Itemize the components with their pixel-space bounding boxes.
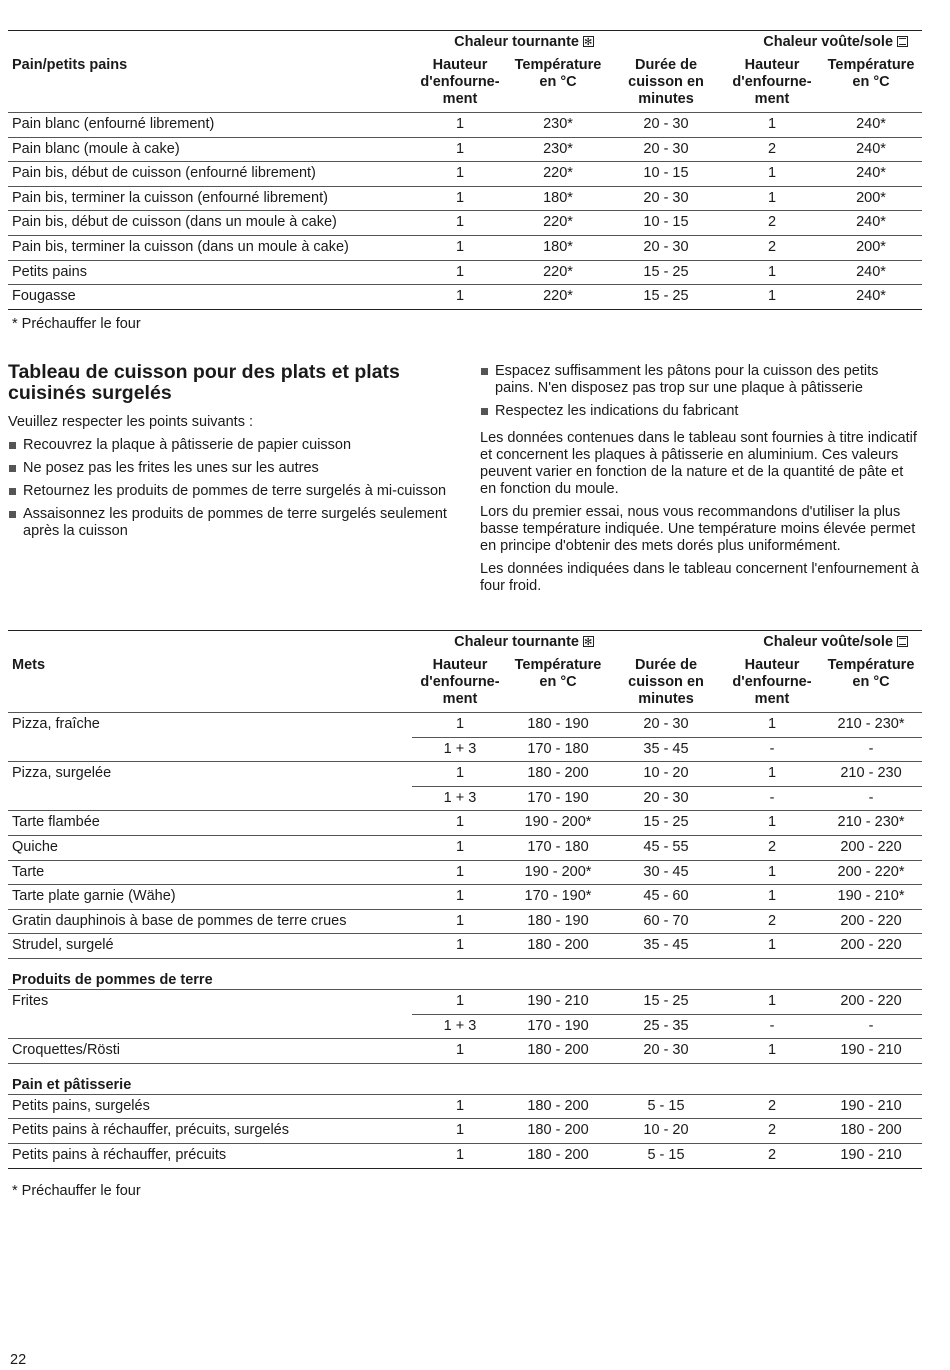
dish-cell: Pain bis, début de cuisson (dans un moule à cake) xyxy=(8,211,412,236)
square-bullet-icon xyxy=(9,442,16,449)
value-cell: 190 - 210 xyxy=(820,1143,922,1168)
value-cell: 1 xyxy=(412,186,508,211)
value-cell: 2 xyxy=(724,1119,820,1144)
value-cell: 200 - 220 xyxy=(820,989,922,1014)
value-cell: 200 - 220 xyxy=(820,934,922,959)
bullet-text: Respectez les indications du fabricant xyxy=(495,403,739,419)
dish-cell: Pizza, surgelée xyxy=(12,765,112,782)
value-cell: 1 xyxy=(724,811,820,836)
column-header-shelf-level: Hauteur d'enfourne-ment xyxy=(412,57,508,113)
paragraph: Les données indiquées dans le tableau concernent l'enfournement à four froid. xyxy=(480,561,919,594)
top-bottom-heat-icon xyxy=(897,636,908,647)
value-cell: 1 xyxy=(412,909,508,934)
value-cell: 1 xyxy=(724,885,820,910)
group-heading-row xyxy=(8,958,922,989)
value-cell: 1 xyxy=(724,934,820,959)
value-cell: 20 - 30 xyxy=(608,186,724,211)
paragraph: Lors du premier essai, nous vous recommandons d'utiliser la plus basse température indiquée. Une température moins élevée permet en principe d'obtenir des mets dorés plus uniformément. xyxy=(480,504,916,554)
dish-cell: Strudel, surgelé xyxy=(8,934,412,959)
value-cell: 35 - 45 xyxy=(608,934,724,959)
value-cell: 10 - 20 xyxy=(608,1119,724,1144)
table-row xyxy=(8,1094,922,1119)
value-cell: 1 xyxy=(724,285,820,310)
value-cell: 200* xyxy=(820,235,922,260)
column-header-duration: Durée de cuisson en minutes xyxy=(608,657,724,713)
value-cell: 190 - 200* xyxy=(508,811,608,836)
value-cell: 1 xyxy=(412,162,508,187)
value-cell: 220* xyxy=(508,260,608,285)
value-cell: 1 xyxy=(724,113,820,138)
square-bullet-icon xyxy=(481,408,488,415)
intro-text: Veuillez respecter les points suivants : xyxy=(8,414,254,430)
bullet-item xyxy=(8,506,448,540)
value-cell: 1 xyxy=(412,811,508,836)
value-cell: 2 xyxy=(724,1143,820,1168)
value-cell: 200 - 220 xyxy=(820,835,922,860)
value-cell: 170 - 180 xyxy=(508,835,608,860)
bullet-list xyxy=(8,437,448,540)
column-header-shelf-level: Hauteur d'enfourne-ment xyxy=(724,57,820,113)
value-cell: 190 - 210* xyxy=(820,885,922,910)
info-paragraphs xyxy=(480,430,920,595)
value-cell: - xyxy=(724,737,820,762)
value-cell: - xyxy=(724,786,820,811)
left-column xyxy=(8,414,448,546)
bullet-text: Ne posez pas les frites les unes sur les autres xyxy=(23,460,319,476)
value-cell: 210 - 230* xyxy=(820,811,922,836)
table-row xyxy=(8,737,922,762)
table-row xyxy=(8,762,922,787)
dish-cell: Tarte flambée xyxy=(8,811,412,836)
square-bullet-icon xyxy=(9,465,16,472)
bullet-list xyxy=(480,363,920,420)
value-cell: 1 xyxy=(724,989,820,1014)
value-cell: 1 xyxy=(412,1094,508,1119)
value-cell: 230* xyxy=(508,113,608,138)
bullet-text: Recouvrez la plaque à pâtisserie de papier cuisson xyxy=(23,437,352,453)
value-cell: 200 - 220* xyxy=(820,860,922,885)
table-row xyxy=(8,211,922,236)
value-cell: 170 - 190 xyxy=(508,1014,608,1039)
dish-cell: Petits pains, surgelés xyxy=(8,1094,412,1119)
bullet-item xyxy=(8,483,448,500)
value-cell: - xyxy=(820,737,922,762)
value-cell: 1 xyxy=(412,137,508,162)
value-cell: 240* xyxy=(820,137,922,162)
value-cell: 1 xyxy=(412,713,508,738)
group-heading: Produits de pommes de terre xyxy=(8,958,922,989)
value-cell: 2 xyxy=(724,235,820,260)
value-cell: 200* xyxy=(820,186,922,211)
value-cell: - xyxy=(820,1014,922,1039)
value-cell: 1 xyxy=(412,934,508,959)
group-heading: Pain et pâtisserie xyxy=(8,1063,922,1094)
value-cell: 1 xyxy=(724,162,820,187)
bullet-item xyxy=(8,460,448,477)
dish-cell: Tarte xyxy=(8,860,412,885)
column-header-dish: Pain/petits pains xyxy=(8,57,412,113)
column-header-temperature: Température en °C xyxy=(508,657,608,713)
value-cell: 1 xyxy=(724,713,820,738)
value-cell: 180 - 200 xyxy=(508,934,608,959)
section-title: Tableau de cuisson pour des plats et plats cuisinés surgelés xyxy=(8,361,400,404)
group-header-topbottom: Chaleur voûte/sole xyxy=(724,631,922,658)
table-row xyxy=(8,835,922,860)
value-cell: 15 - 25 xyxy=(608,285,724,310)
column-header-shelf-level: Hauteur d'enfourne-ment xyxy=(724,657,820,713)
paragraph: Les données contenues dans le tableau sont fournies à titre indicatif et concernent les plaques à pâtisserie en aluminium. Ces valeurs peuvent varier en fonction de la nature et de la quantité de pâte et en fonction du moule. xyxy=(480,430,917,497)
square-bullet-icon xyxy=(481,368,488,375)
footnote: * Préchauffer le four xyxy=(12,1183,141,1199)
dish-cell: Croquettes/Rösti xyxy=(8,1039,412,1064)
dish-cell xyxy=(8,1014,412,1039)
value-cell: 180 - 200 xyxy=(508,762,608,787)
value-cell: 1 xyxy=(412,1039,508,1064)
table-row xyxy=(8,113,922,138)
column-header-temperature: Température en °C xyxy=(820,57,922,113)
table-row xyxy=(8,860,922,885)
bullet-item xyxy=(480,403,920,420)
table-row xyxy=(8,786,922,811)
value-cell: - xyxy=(820,786,922,811)
value-cell: 1 xyxy=(412,211,508,236)
table-row xyxy=(8,1143,922,1168)
dish-cell: Petits pains xyxy=(8,260,412,285)
value-cell: 1 xyxy=(724,860,820,885)
value-cell: 180* xyxy=(508,235,608,260)
bullet-text: Assaisonnez les produits de pommes de terre surgelés seulement après la cuisson xyxy=(23,506,447,539)
group-header-fan: Chaleur tournante✻ xyxy=(412,31,608,58)
table-row xyxy=(8,285,922,310)
value-cell: 20 - 30 xyxy=(608,113,724,138)
value-cell: 45 - 60 xyxy=(608,885,724,910)
frozen-dishes-table xyxy=(8,630,922,1169)
value-cell: 5 - 15 xyxy=(608,1094,724,1119)
dish-cell: Tarte plate garnie (Wähe) xyxy=(8,885,412,910)
value-cell: 1 xyxy=(724,1039,820,1064)
value-cell: 20 - 30 xyxy=(608,786,724,811)
table-row xyxy=(8,909,922,934)
value-cell: 1 xyxy=(412,835,508,860)
table-row xyxy=(8,885,922,910)
value-cell: 1 xyxy=(412,235,508,260)
group-header-fan: Chaleur tournante✻ xyxy=(412,631,608,658)
value-cell: 1 xyxy=(724,762,820,787)
value-cell: 30 - 45 xyxy=(608,860,724,885)
value-cell: 20 - 30 xyxy=(608,713,724,738)
value-cell: 240* xyxy=(820,260,922,285)
value-cell: 180 - 190 xyxy=(508,713,608,738)
fan-heat-icon xyxy=(583,36,594,47)
table-row xyxy=(8,1014,922,1039)
dish-cell: Quiche xyxy=(8,835,412,860)
value-cell: 170 - 190* xyxy=(508,885,608,910)
page-number: 22 xyxy=(10,1352,27,1368)
dish-cell: Frites xyxy=(12,992,49,1009)
dish-cell: Pain blanc (enfourné librement) xyxy=(8,113,412,138)
value-cell: 190 - 210 xyxy=(508,989,608,1014)
value-cell: 2 xyxy=(724,1094,820,1119)
dish-cell: Pizza, fraîche xyxy=(12,716,100,732)
right-column xyxy=(480,363,920,601)
value-cell: 220* xyxy=(508,162,608,187)
table-row xyxy=(8,713,922,738)
column-header-dish: Mets xyxy=(8,657,412,713)
value-cell: 180 - 200 xyxy=(820,1119,922,1144)
value-cell: 2 xyxy=(724,909,820,934)
table-row xyxy=(8,934,922,959)
value-cell: 180 - 190 xyxy=(508,909,608,934)
value-cell: 15 - 25 xyxy=(608,811,724,836)
value-cell: 1 xyxy=(412,860,508,885)
value-cell: 35 - 45 xyxy=(608,737,724,762)
value-cell: 220* xyxy=(508,211,608,236)
bullet-text: Retournez les produits de pommes de terre surgelés à mi-cuisson xyxy=(23,483,447,499)
table-row xyxy=(8,162,922,187)
square-bullet-icon xyxy=(9,511,16,518)
value-cell: 15 - 25 xyxy=(608,989,724,1014)
value-cell: 2 xyxy=(724,211,820,236)
bullet-item xyxy=(480,363,920,397)
column-header-shelf-level: Hauteur d'enfourne-ment xyxy=(412,657,508,713)
value-cell: 1 xyxy=(412,885,508,910)
value-cell: 1 + 3 xyxy=(412,1014,508,1039)
value-cell: 170 - 180 xyxy=(508,737,608,762)
bullet-text: Espacez suffisamment les pâtons pour la cuisson des petits pains. N'en disposez pas trop sur une plaque à pâtisserie xyxy=(495,363,879,396)
value-cell: 1 xyxy=(412,260,508,285)
table-row xyxy=(8,186,922,211)
value-cell: 20 - 30 xyxy=(608,1039,724,1064)
dish-cell: Petits pains à réchauffer, précuits xyxy=(8,1143,412,1168)
value-cell: 180 - 200 xyxy=(508,1143,608,1168)
value-cell: 60 - 70 xyxy=(608,909,724,934)
value-cell: 10 - 15 xyxy=(608,211,724,236)
column-header-temperature: Température en °C xyxy=(508,57,608,113)
bread-table xyxy=(8,30,922,310)
square-bullet-icon xyxy=(9,488,16,495)
table-row xyxy=(8,137,922,162)
fan-heat-icon xyxy=(583,636,594,647)
value-cell: 25 - 35 xyxy=(608,1014,724,1039)
bullet-item xyxy=(8,437,448,454)
footnote: * Préchauffer le four xyxy=(12,316,141,332)
dish-cell xyxy=(8,737,412,762)
value-cell: 1 xyxy=(724,260,820,285)
value-cell: 1 xyxy=(412,1119,508,1144)
value-cell: 1 xyxy=(412,113,508,138)
value-cell: 1 xyxy=(412,762,508,787)
table-row xyxy=(8,1039,922,1064)
table-row xyxy=(8,811,922,836)
value-cell: 210 - 230 xyxy=(820,762,922,787)
dish-cell: Pain bis, terminer la cuisson (enfourné librement) xyxy=(8,186,412,211)
value-cell: 180 - 200 xyxy=(508,1119,608,1144)
value-cell: 1 xyxy=(412,1143,508,1168)
table-row xyxy=(8,260,922,285)
dish-cell: Gratin dauphinois à base de pommes de terre crues xyxy=(8,909,412,934)
value-cell: 200 - 220 xyxy=(820,909,922,934)
table-row xyxy=(8,235,922,260)
value-cell: 180 - 200 xyxy=(508,1039,608,1064)
value-cell: 5 - 15 xyxy=(608,1143,724,1168)
value-cell: 180 - 200 xyxy=(508,1094,608,1119)
value-cell: 2 xyxy=(724,835,820,860)
value-cell: 1 xyxy=(724,186,820,211)
value-cell: 1 + 3 xyxy=(412,786,508,811)
value-cell: 2 xyxy=(724,137,820,162)
value-cell: 1 + 3 xyxy=(412,737,508,762)
value-cell: 20 - 30 xyxy=(608,235,724,260)
value-cell: 1 xyxy=(412,989,508,1014)
group-heading-row xyxy=(8,1063,922,1094)
dish-cell: Pain blanc (moule à cake) xyxy=(8,137,412,162)
value-cell: 240* xyxy=(820,113,922,138)
value-cell: 190 - 210 xyxy=(820,1094,922,1119)
value-cell: 220* xyxy=(508,285,608,310)
value-cell: 190 - 210 xyxy=(820,1039,922,1064)
value-cell: 190 - 200* xyxy=(508,860,608,885)
value-cell: 20 - 30 xyxy=(608,137,724,162)
dish-cell: Fougasse xyxy=(8,285,412,310)
value-cell: 210 - 230* xyxy=(820,713,922,738)
column-header-duration: Durée de cuisson en minutes xyxy=(608,57,724,113)
dish-cell: Pain bis, début de cuisson (enfourné librement) xyxy=(8,162,412,187)
table-row xyxy=(8,989,922,1014)
value-cell: 15 - 25 xyxy=(608,260,724,285)
column-header-temperature: Température en °C xyxy=(820,657,922,713)
dish-cell: Petits pains à réchauffer, précuits, surgelés xyxy=(8,1119,412,1144)
value-cell: - xyxy=(724,1014,820,1039)
table-row xyxy=(8,1119,922,1144)
value-cell: 45 - 55 xyxy=(608,835,724,860)
value-cell: 180* xyxy=(508,186,608,211)
value-cell: 240* xyxy=(820,162,922,187)
value-cell: 10 - 20 xyxy=(608,762,724,787)
value-cell: 1 xyxy=(412,285,508,310)
group-header-topbottom: Chaleur voûte/sole xyxy=(724,31,922,58)
value-cell: 240* xyxy=(820,285,922,310)
value-cell: 230* xyxy=(508,137,608,162)
value-cell: 240* xyxy=(820,211,922,236)
dish-cell: Pain bis, terminer la cuisson (dans un moule à cake) xyxy=(8,235,412,260)
top-bottom-heat-icon xyxy=(897,36,908,47)
dish-cell xyxy=(8,786,412,811)
value-cell: 170 - 190 xyxy=(508,786,608,811)
value-cell: 10 - 15 xyxy=(608,162,724,187)
